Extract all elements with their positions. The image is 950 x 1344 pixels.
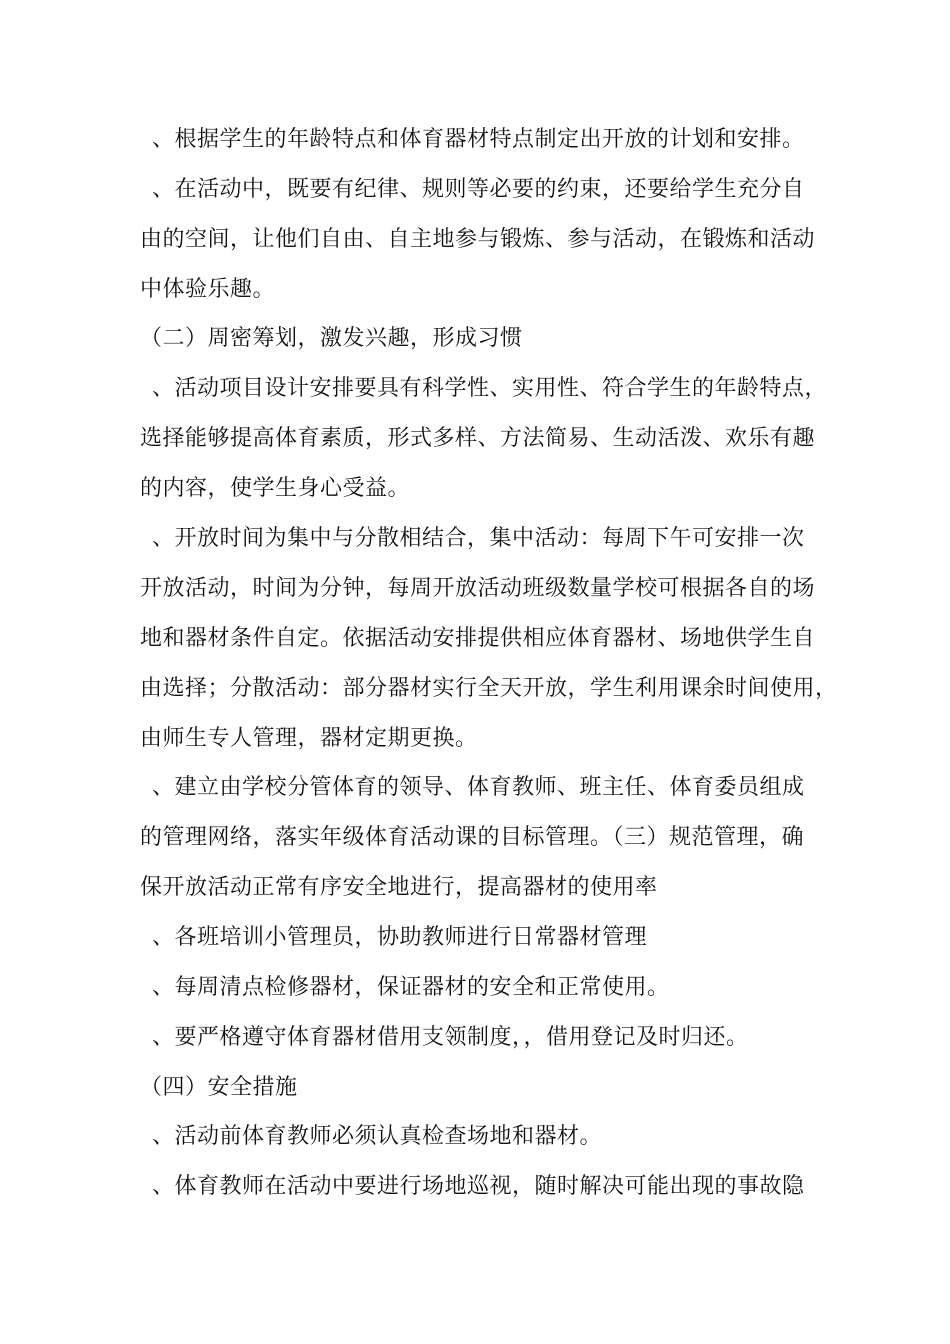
text-line: 由选择；分散活动：部分器材实行全天开放，学生利用课余时间使用， — [140, 676, 838, 701]
section-heading: （二）周密筹划，激发兴趣，形成习惯 — [140, 326, 523, 351]
text-line: 由的空间，让他们自由、自主地参与锻炼、参与活动，在锻炼和活动 — [140, 227, 816, 252]
text-line: 、活动前体育教师必须认真检查场地和器材。 — [152, 1124, 603, 1149]
text-line: 、在活动中，既要有纪律、规则等必要的约束，还要给学生充分自 — [152, 177, 805, 202]
text-line: 、体育教师在活动中要进行场地巡视，随时解决可能出现的事故隐 — [152, 1174, 805, 1199]
text-line: 的管理网络，落实年级体育活动课的目标管理。（三）规范管理，确 — [140, 825, 805, 850]
text-line: 中体验乐趣。 — [140, 277, 276, 302]
text-line: 保开放活动正常有序安全地进行，提高器材的使用率 — [140, 875, 658, 900]
text-line: 、根据学生的年龄特点和体育器材特点制定出开放的计划和安排。 — [152, 127, 805, 152]
text-line: 、要严格遵守体育器材借用支领制度，，借用登记及时归还。 — [152, 1025, 749, 1050]
text-line: 选择能够提高体育素质，形式多样、方法简易、生动活泼、欢乐有趣 — [140, 426, 816, 451]
text-line: 开放活动，时间为分钟，每周开放活动班级数量学校可根据各自的场 — [140, 576, 816, 601]
text-line: 、建立由学校分管体育的领导、体育教师、班主任、体育委员组成 — [152, 775, 805, 800]
text-line: 的内容，使学生身心受益。 — [140, 476, 411, 501]
text-line: 、各班培训小管理员，协助教师进行日常器材管理 — [152, 925, 648, 950]
section-heading: （四）安全措施 — [140, 1075, 298, 1100]
text-line: 由师生专人管理，器材定期更换。 — [140, 726, 478, 751]
text-line: 、每周清点检修器材，保证器材的安全和正常使用。 — [152, 975, 670, 1000]
text-line: 、开放时间为集中与分散相结合，集中活动：每周下午可安排一次 — [152, 526, 805, 551]
text-line: 地和器材条件自定。依据活动安排提供相应体育器材、场地供学生自 — [140, 626, 816, 651]
text-line: 、活动项目设计安排要具有科学性、实用性、符合学生的年龄特点， — [152, 376, 828, 401]
